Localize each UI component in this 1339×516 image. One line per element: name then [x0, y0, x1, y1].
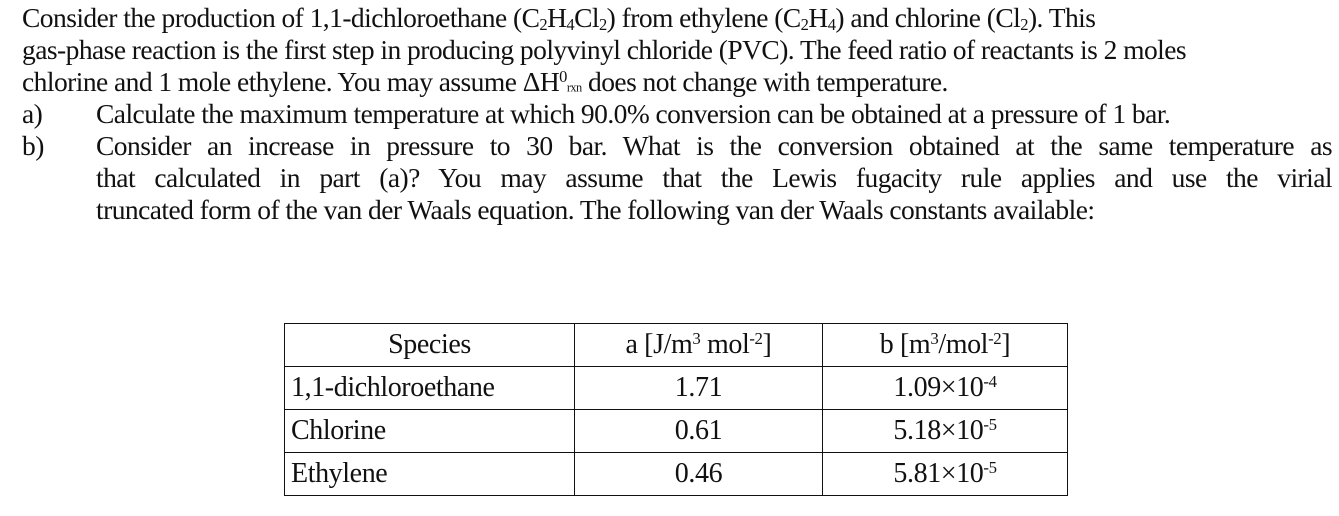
part-a	[22, 98, 1332, 130]
cell-species: Ethylene	[285, 453, 575, 496]
van-der-waals-table	[284, 323, 1068, 496]
cell-a: 0.61	[575, 410, 823, 453]
text-run: a [J/m	[625, 329, 693, 360]
superscript: -5	[983, 414, 997, 434]
text-run: ). This	[1027, 2, 1096, 33]
part-b-line-2: that calculated in part (a)? You may assume that the Lewis fugacity rule applies and use the virial	[96, 162, 1332, 193]
text-run: chlorine and 1 mole ethylene. You may assume ΔH	[22, 66, 560, 97]
text-run: b [m	[879, 329, 931, 360]
text-run: 5.81×10	[893, 458, 984, 489]
superscript: 3	[692, 328, 701, 348]
cell-b	[823, 453, 1068, 496]
part-b	[22, 130, 1332, 226]
part-label: a)	[22, 98, 43, 129]
subscript: 2	[539, 14, 548, 34]
text-run: ]	[762, 329, 772, 360]
text-run: H	[547, 2, 567, 33]
superscript: -4	[983, 371, 997, 391]
cell-species: 1,1-dichloroethane	[285, 367, 575, 410]
text-run: H	[808, 2, 828, 33]
subscript: rxn	[566, 80, 582, 95]
text-run: 5.18×10	[893, 415, 984, 446]
problem-intro	[22, 2, 1332, 98]
text-run: does not change with temperature.	[581, 66, 948, 97]
header-b	[823, 324, 1068, 367]
part-text	[96, 98, 1332, 130]
text-run: mol	[700, 329, 750, 360]
text-run: Consider the production of 1,1-dichloroethane (C	[22, 2, 540, 33]
problem-statement	[22, 2, 1332, 226]
superscript: 0	[559, 66, 567, 86]
superscript: -2	[749, 328, 763, 348]
part-a-line-1: Calculate the maximum temperature at which 90.0% conversion can be obtained at a pressure of 1 bar.	[96, 98, 1171, 129]
cell-a: 0.46	[575, 453, 823, 496]
cell-b	[823, 367, 1068, 410]
cell-a: 1.71	[575, 367, 823, 410]
intro-line-3	[22, 66, 1332, 98]
superscript: -5	[983, 457, 997, 477]
header-a	[575, 324, 823, 367]
part-b-line-3: truncated form of the van der Waals equation. The following van der Waals constants available:	[96, 194, 1095, 225]
part-label: b)	[22, 130, 44, 161]
part-text	[96, 130, 1332, 226]
text-run: 1.09×10	[893, 372, 984, 403]
subscript: 2	[598, 14, 607, 34]
problem-parts	[22, 98, 1332, 226]
superscript: -2	[988, 328, 1002, 348]
table-row	[285, 410, 1068, 453]
superscript: 3	[930, 328, 939, 348]
subscript: 2	[1020, 14, 1028, 34]
subscript: 4	[827, 14, 836, 34]
text-run: Cl	[574, 2, 599, 33]
table-row	[285, 453, 1068, 496]
subscript: 2	[800, 14, 809, 34]
part-b-line-1: Consider an increase in pressure to 30 bar. What is the conversion obtained at the same temperature as	[96, 130, 1332, 161]
text-run: ]	[1001, 329, 1011, 360]
table-row	[285, 367, 1068, 410]
text-run: ) from ethylene (C	[606, 2, 801, 33]
intro-line-2: gas-phase reaction is the first step in producing polyvinyl chloride (PVC). The feed ratio of reactants is 2 moles	[22, 34, 1187, 65]
cell-b	[823, 410, 1068, 453]
cell-species: Chlorine	[285, 410, 575, 453]
text-run: ) and chlorine (Cl	[835, 2, 1021, 33]
header-species: Species	[285, 324, 575, 367]
table-header-row	[285, 324, 1068, 367]
subscript: 4	[566, 14, 575, 34]
text-run: /mol	[938, 329, 989, 360]
intro-line-1	[22, 2, 1332, 34]
